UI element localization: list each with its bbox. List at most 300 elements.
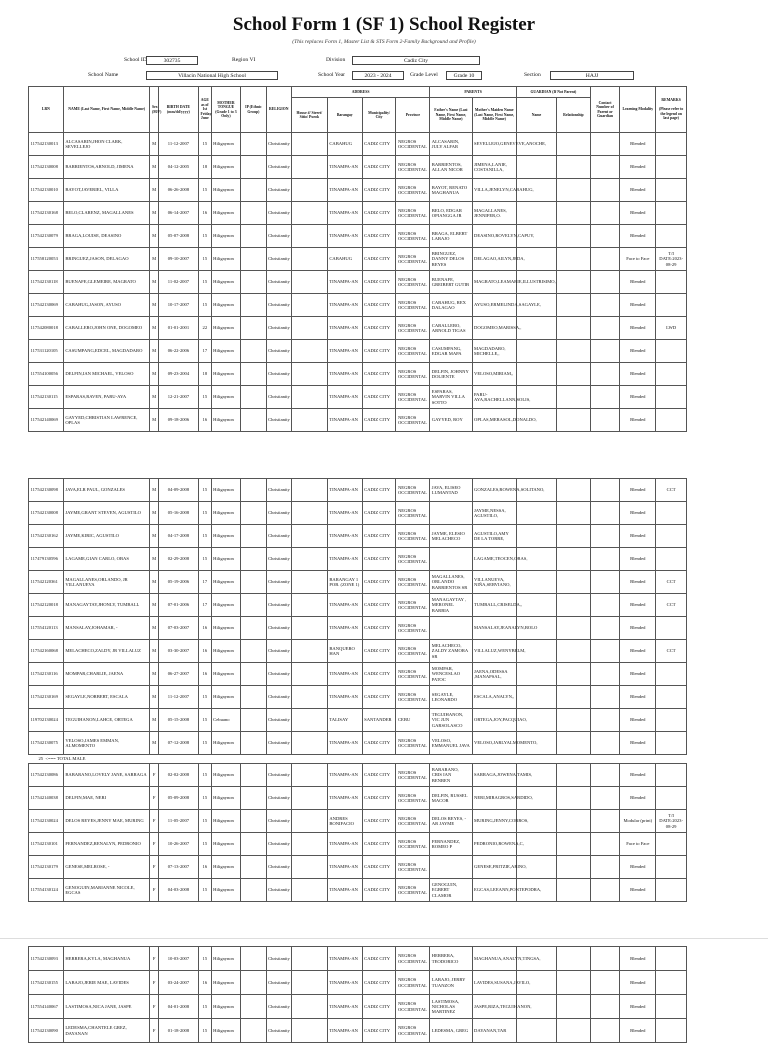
mother-name-cell: JAENA,ODESSA ,MANAPSAL,: [472, 663, 516, 686]
municipality-cell: CADIZ CITY: [362, 525, 396, 548]
remarks-cell: [656, 225, 687, 248]
birth-date-cell: 12-21-2007: [158, 386, 198, 409]
col-lrn: LRN: [29, 87, 64, 133]
modality-cell: Blended: [620, 879, 656, 902]
barangay-cell: TINAMPA-AN: [327, 856, 362, 879]
birth-date-cell: 09-10-2007: [158, 248, 198, 271]
father-name-cell: MANAGAYTAY , MERONEL BARBIA: [430, 594, 472, 617]
religion-cell: Christianity: [266, 663, 291, 686]
guardian-relationship-cell: [556, 617, 590, 640]
col-birth: BIRTH DATE (mm/dd/yyyy): [158, 87, 198, 133]
ip-cell: [241, 156, 266, 179]
father-name-cell: [430, 548, 472, 571]
remarks-cell: [656, 764, 687, 787]
ip-cell: [241, 179, 266, 202]
house-cell: [291, 1019, 327, 1043]
religion-cell: Christianity: [266, 271, 291, 294]
remarks-cell: [656, 179, 687, 202]
municipality-cell: CADIZ CITY: [362, 133, 396, 156]
mother-tongue-cell: Hiligaynon: [211, 502, 241, 525]
mother-tongue-cell: Cebuano: [211, 709, 241, 732]
father-name-cell: MAGALLANES, ORLANDO BARRIENTOS SR: [430, 571, 472, 594]
remarks-cell: [656, 686, 687, 709]
remarks-cell: [656, 548, 687, 571]
age-cell: 16: [199, 617, 212, 640]
province-cell: NEGROS OCCIDENTAL: [396, 640, 430, 663]
age-cell: 16: [199, 640, 212, 663]
sex-cell: F: [150, 971, 158, 995]
barangay-cell: TINAMPA-AN: [327, 340, 362, 363]
province-cell: NEGROS OCCIDENTAL: [396, 479, 430, 502]
house-cell: [291, 479, 327, 502]
ip-cell: [241, 640, 266, 663]
municipality-cell: CADIZ CITY: [362, 856, 396, 879]
house-cell: [291, 594, 327, 617]
sex-cell: M: [150, 663, 158, 686]
sex-cell: M: [150, 225, 158, 248]
school-id-value: 302735: [146, 56, 198, 65]
remarks-cell: [656, 879, 687, 902]
ip-cell: [241, 617, 266, 640]
municipality-cell: CADIZ CITY: [362, 317, 396, 340]
learner-row: [29, 833, 687, 856]
lrn-cell: 117542130101: [29, 833, 64, 856]
religion-cell: Christianity: [266, 409, 291, 432]
ip-cell: [241, 971, 266, 995]
age-cell: 15: [199, 271, 212, 294]
contact-cell: [590, 787, 620, 810]
school-year-label: School Year: [318, 72, 346, 78]
ip-cell: [241, 810, 266, 833]
col-mother: Mother's Maiden Name (Last Name, First Name, Middle Name): [472, 98, 516, 133]
lrn-cell: 117542130008: [29, 156, 64, 179]
age-cell: 15: [199, 1019, 212, 1043]
birth-date-cell: 05-15-2008: [158, 709, 198, 732]
lrn-cell: 117554140067: [29, 995, 64, 1019]
learner-row: [29, 156, 687, 179]
learner-row: [29, 225, 687, 248]
house-cell: [291, 663, 327, 686]
sex-cell: F: [150, 810, 158, 833]
name-cell: BRINGUEZ,JASON, DELAGAO: [63, 248, 150, 271]
contact-cell: [590, 156, 620, 179]
ip-cell: [241, 764, 266, 787]
modality-cell: Blended: [620, 640, 656, 663]
mother-name-cell: LAVIDES,SUSANA,JAVILO,: [472, 971, 516, 995]
grade-level-value: Grade 10: [446, 71, 482, 80]
municipality-cell: CADIZ CITY: [362, 340, 396, 363]
age-cell: 15: [199, 248, 212, 271]
father-name-cell: ALCASARIN, JULY ALFAR: [430, 133, 472, 156]
birth-date-cell: 09-18-2006: [158, 409, 198, 432]
guardian-relationship-cell: [557, 179, 591, 202]
modality-cell: Blended: [620, 317, 656, 340]
guardian-relationship-cell: [556, 833, 590, 856]
modality-cell: Blended: [620, 409, 656, 432]
mother-tongue-cell: Hiligaynon: [211, 879, 241, 902]
house-cell: [291, 971, 327, 995]
modality-cell: Blended: [620, 294, 656, 317]
lrn-cell: 117554130124: [29, 879, 64, 902]
remarks-cell: [656, 833, 687, 856]
contact-cell: [590, 294, 620, 317]
modality-cell: Blended: [620, 995, 656, 1019]
remarks-cell: [656, 617, 687, 640]
remarks-cell: [656, 525, 687, 548]
age-cell: 15: [199, 810, 212, 833]
mother-tongue-cell: Hiligaynon: [211, 947, 241, 971]
col-ip: IP (Ethnic Group): [241, 87, 266, 133]
lrn-cell: 117542130168: [29, 202, 64, 225]
barangay-cell: TINAMPA-AN: [327, 386, 362, 409]
guardian-relationship-cell: [557, 225, 591, 248]
birth-date-cell: 05-09-2008: [158, 787, 198, 810]
guardian-relationship-cell: [557, 202, 591, 225]
religion-cell: Christianity: [266, 248, 291, 271]
guardian-name-cell: [516, 363, 556, 386]
lrn-cell: 117542130013: [29, 133, 64, 156]
mother-tongue-cell: Hiligaynon: [211, 617, 241, 640]
name-cell: CABALLERO,JOHN ONE, DOGOMEO: [63, 317, 150, 340]
col-sex: Sex (M/F): [150, 87, 158, 133]
sex-cell: M: [150, 709, 158, 732]
register-table-page-1: [28, 86, 687, 432]
sex-cell: M: [150, 363, 158, 386]
mother-name-cell: MANSALAY,JEANALYN,BOLO: [472, 617, 516, 640]
barangay-cell: TALISAY: [327, 709, 362, 732]
register-table-page-2: [28, 478, 687, 902]
age-cell: 15: [199, 548, 212, 571]
province-cell: NEGROS OCCIDENTAL: [396, 833, 430, 856]
name-cell: ESPARAS,RAVEN, PARU-AYA: [63, 386, 150, 409]
house-cell: [291, 947, 327, 971]
mother-tongue-cell: Hiligaynon: [211, 732, 241, 755]
province-cell: NEGROS OCCIDENTAL: [396, 363, 430, 386]
name-cell: BABARANO,LOVELY JANE, SARRAGA: [63, 764, 150, 787]
lrn-cell: 117542080018: [29, 317, 64, 340]
sex-cell: M: [150, 479, 158, 502]
contact-cell: [590, 340, 620, 363]
religion-cell: Christianity: [266, 810, 291, 833]
mother-name-cell: MAGDADARO, MICHELLE,,: [472, 340, 516, 363]
lrn-cell: 117542130115: [29, 386, 64, 409]
name-cell: BRAGA,LOUISE, DEASINO: [63, 225, 150, 248]
father-name-cell: CABALLERO, ARNOLD TIGAS: [430, 317, 472, 340]
lrn-cell: 117542130179: [29, 856, 64, 879]
birth-date-cell: 11-12-2007: [158, 686, 198, 709]
age-cell: 15: [199, 386, 212, 409]
mother-name-cell: PARU-AYA,RACHELLANN,SOLIS,: [472, 386, 516, 409]
province-cell: NEGROS OCCIDENTAL: [396, 225, 430, 248]
father-name-cell: MOMPAR, WENCESLAO PATOC: [430, 663, 472, 686]
page-separator: [0, 938, 768, 939]
religion-cell: Christianity: [266, 971, 291, 995]
ip-cell: [241, 1019, 266, 1043]
age-cell: 18: [199, 363, 212, 386]
learner-row: [29, 525, 687, 548]
father-name-cell: JAVA, ELISEO LUMANTAD: [430, 479, 472, 502]
mother-tongue-cell: Hiligaynon: [211, 594, 241, 617]
col-remarks-note: (Please refer to the legend on last page): [658, 107, 684, 121]
guardian-name-cell: [516, 1019, 556, 1043]
section-label: Section: [524, 72, 541, 78]
age-cell: 15: [199, 879, 212, 902]
guardian-relationship-cell: [556, 686, 590, 709]
father-name-cell: TEGUIHANON, VIC JUN GARSOLASCO: [430, 709, 472, 732]
school-name-value: Villacin National High School: [146, 71, 278, 80]
modality-cell: Blended: [620, 363, 656, 386]
religion-cell: Christianity: [266, 156, 291, 179]
religion-cell: Christianity: [266, 525, 291, 548]
municipality-cell: CADIZ CITY: [362, 225, 396, 248]
religion-cell: Christianity: [266, 640, 291, 663]
guardian-relationship-cell: [556, 879, 590, 902]
birth-date-cell: 10-03-2007: [158, 947, 198, 971]
name-cell: DELFIN,IAN MICHAEL, VELOSO: [63, 363, 150, 386]
mother-name-cell: GONZALES,ROWENA,SOLITANO,: [472, 479, 516, 502]
municipality-cell: CADIZ CITY: [362, 663, 396, 686]
modality-cell: Modular (print): [620, 810, 656, 833]
remarks-cell: [656, 1019, 687, 1043]
age-cell: 15: [199, 294, 212, 317]
modality-cell: Blended: [620, 1019, 656, 1043]
guardian-relationship-cell: [557, 409, 591, 432]
learner-row: [29, 995, 687, 1019]
mother-tongue-cell: Hiligaynon: [211, 479, 241, 502]
house-cell: [291, 363, 327, 386]
municipality-cell: CADIZ CITY: [362, 833, 396, 856]
province-cell: NEGROS OCCIDENTAL: [396, 202, 430, 225]
guardian-relationship-cell: [557, 156, 591, 179]
contact-cell: [590, 617, 620, 640]
remarks-cell: [656, 294, 687, 317]
lrn-cell: 117542130155: [29, 971, 64, 995]
guardian-name-cell: [516, 202, 556, 225]
guardian-relationship-cell: [556, 971, 590, 995]
learner-row: [29, 810, 687, 833]
ip-cell: [241, 294, 266, 317]
contact-cell: [590, 1019, 620, 1043]
lrn-cell: 117558120053: [29, 248, 64, 271]
modality-cell: Blended: [620, 971, 656, 995]
guardian-name-cell: [516, 525, 556, 548]
ip-cell: [241, 363, 266, 386]
modality-cell: Blended: [620, 340, 656, 363]
mother-name-cell: VELOSO,MIRIAM,,: [472, 363, 516, 386]
religion-cell: Christianity: [266, 594, 291, 617]
age-cell: 15: [199, 686, 212, 709]
modality-cell: Blended: [620, 686, 656, 709]
modality-cell: Blended: [620, 856, 656, 879]
sex-cell: M: [150, 179, 158, 202]
barangay-cell: TINAMPA-AN: [327, 995, 362, 1019]
contact-cell: [590, 571, 620, 594]
col-modality: Learning Modality: [620, 87, 656, 133]
ip-cell: [241, 225, 266, 248]
province-cell: NEGROS OCCIDENTAL: [396, 271, 430, 294]
religion-cell: Christianity: [266, 479, 291, 502]
municipality-cell: CADIZ CITY: [362, 594, 396, 617]
name-cell: BARRIENTOS,ARNOLD, JIMENA: [63, 156, 150, 179]
modality-cell: Blended: [620, 479, 656, 502]
mother-name-cell: MURING,JENNY,CORROS,: [472, 810, 516, 833]
guardian-relationship-cell: [556, 995, 590, 1019]
barangay-cell: TINAMPA-AN: [327, 502, 362, 525]
ip-cell: [241, 995, 266, 1019]
sex-cell: M: [150, 640, 158, 663]
mother-name-cell: TUMBALL,CRISELDA,,: [472, 594, 516, 617]
father-name-cell: [430, 617, 472, 640]
modality-cell: Blended: [620, 179, 656, 202]
mother-tongue-cell: Hiligaynon: [211, 764, 241, 787]
house-cell: [291, 248, 327, 271]
contact-cell: [590, 947, 620, 971]
name-cell: DELFIN,MAE, NERI: [63, 787, 150, 810]
house-cell: [291, 787, 327, 810]
grade-level-label: Grade Level: [410, 72, 438, 78]
religion-cell: Christianity: [266, 317, 291, 340]
lrn-cell: 117542130008: [29, 502, 64, 525]
guardian-name-cell: [516, 156, 556, 179]
learner-row: [29, 363, 687, 386]
province-cell: NEGROS OCCIDENTAL: [396, 248, 430, 271]
learner-row: [29, 340, 687, 363]
modality-cell: Blended: [620, 764, 656, 787]
lrn-cell: 117542160068: [29, 640, 64, 663]
ip-cell: [241, 663, 266, 686]
sex-cell: M: [150, 617, 158, 640]
municipality-cell: CADIZ CITY: [362, 294, 396, 317]
ip-cell: [241, 386, 266, 409]
name-cell: CABAHUG,JASON, AYUSO: [63, 294, 150, 317]
age-cell: 15: [199, 179, 212, 202]
province-cell: NEGROS OCCIDENTAL: [396, 317, 430, 340]
age-cell: 17: [199, 571, 212, 594]
birth-date-cell: 06-14-2007: [158, 202, 198, 225]
father-name-cell: LABAJO, JERRY TUANZON: [430, 971, 472, 995]
guardian-relationship-cell: [556, 479, 590, 502]
age-cell: 16: [199, 202, 212, 225]
municipality-cell: CADIZ CITY: [362, 548, 396, 571]
municipality-cell: CADIZ CITY: [362, 732, 396, 755]
col-parents: PARENTS: [430, 87, 517, 98]
barangay-cell: TINAMPA-AN: [327, 971, 362, 995]
municipality-cell: CADIZ CITY: [362, 179, 396, 202]
birth-date-cell: 04-12-2005: [158, 156, 198, 179]
learner-row: [29, 594, 687, 617]
modality-cell: Blended: [620, 271, 656, 294]
ip-cell: [241, 479, 266, 502]
sex-cell: M: [150, 732, 158, 755]
mother-name-cell: DAYANAN,TAR: [472, 1019, 516, 1043]
contact-cell: [590, 709, 620, 732]
barangay-cell: CABAHUG: [327, 248, 362, 271]
birth-date-cell: 06-22-2006: [158, 340, 198, 363]
birth-date-cell: 05-07-2008: [158, 225, 198, 248]
ip-cell: [241, 548, 266, 571]
modality-cell: Blended: [620, 663, 656, 686]
learner-row: [29, 617, 687, 640]
birth-date-cell: 11-02-2007: [158, 271, 198, 294]
religion-cell: Christianity: [266, 571, 291, 594]
province-cell: NEGROS OCCIDENTAL: [396, 663, 430, 686]
mother-tongue-cell: Hiligaynon: [211, 133, 241, 156]
name-cell: MANAGAYTAY,JHONLY, TUMBALL: [63, 594, 150, 617]
birth-date-cell: 07-12-2008: [158, 732, 198, 755]
father-name-cell: BRAGA, ELBERT LABAJO: [430, 225, 472, 248]
religion-cell: Christianity: [266, 617, 291, 640]
mother-tongue-cell: Hiligaynon: [211, 271, 241, 294]
province-cell: NEGROS OCCIDENTAL: [396, 810, 430, 833]
contact-cell: [590, 879, 620, 902]
province-cell: NEGROS OCCIDENTAL: [396, 787, 430, 810]
religion-cell: Christianity: [266, 386, 291, 409]
contact-cell: [590, 363, 620, 386]
name-cell: GAYYED,CHRISTIAN LAWRENCE, OPLAS: [63, 409, 150, 432]
guardian-relationship-cell: [556, 787, 590, 810]
religion-cell: Christianity: [266, 340, 291, 363]
sex-cell: M: [150, 686, 158, 709]
col-municipality: Municipality/ City: [362, 98, 396, 133]
sex-cell: M: [150, 340, 158, 363]
lrn-cell: 117554100056: [29, 363, 64, 386]
lrn-cell: 117554120113: [29, 617, 64, 640]
mother-name-cell: MAGHANUA,ANALYN,TINGSA,: [472, 947, 516, 971]
mother-tongue-cell: Hiligaynon: [211, 548, 241, 571]
sex-cell: M: [150, 571, 158, 594]
remarks-cell: [656, 663, 687, 686]
guardian-relationship-cell: [557, 317, 591, 340]
remarks-cell: [656, 709, 687, 732]
birth-date-cell: 04-17-2008: [158, 525, 198, 548]
house-cell: [291, 133, 327, 156]
religion-cell: Christianity: [266, 294, 291, 317]
mother-tongue-cell: Hiligaynon: [211, 663, 241, 686]
mother-name-cell: JASPE,RIZA,TEGUIHANON,: [472, 995, 516, 1019]
barangay-cell: TINAMPA-AN: [327, 271, 362, 294]
guardian-relationship-cell: [556, 663, 590, 686]
age-cell: 15: [199, 947, 212, 971]
ip-cell: [241, 202, 266, 225]
mother-name-cell: ORTEGA,JOY,PACQUIAO,: [472, 709, 516, 732]
age-cell: 15: [199, 833, 212, 856]
contact-cell: [590, 271, 620, 294]
province-cell: NEGROS OCCIDENTAL: [396, 502, 430, 525]
father-name-cell: [430, 856, 472, 879]
barangay-cell: TINAMPA-AN: [327, 294, 362, 317]
lrn-cell: 117542130098: [29, 479, 64, 502]
learner-row: [29, 271, 687, 294]
ip-cell: [241, 686, 266, 709]
learner-row: [29, 686, 687, 709]
municipality-cell: CADIZ CITY: [362, 879, 396, 902]
age-cell: 15: [199, 225, 212, 248]
house-cell: [291, 202, 327, 225]
province-cell: NEGROS OCCIDENTAL: [396, 340, 430, 363]
religion-cell: Christianity: [266, 995, 291, 1019]
house-cell: [291, 810, 327, 833]
name-cell: TEGUIHANON,LAHCE, ORTEGA: [63, 709, 150, 732]
father-name-cell: ESPARAS, MARVIN VILLA SOTTO: [430, 386, 472, 409]
age-cell: 15: [199, 525, 212, 548]
municipality-cell: CADIZ CITY: [362, 971, 396, 995]
lrn-cell: 117542130116: [29, 663, 64, 686]
religion-cell: Christianity: [266, 179, 291, 202]
birth-date-cell: 07-03-2007: [158, 617, 198, 640]
lrn-cell: 117542130010: [29, 179, 64, 202]
barangay-cell: CABAHUG: [327, 133, 362, 156]
mother-tongue-cell: Hiligaynon: [211, 179, 241, 202]
